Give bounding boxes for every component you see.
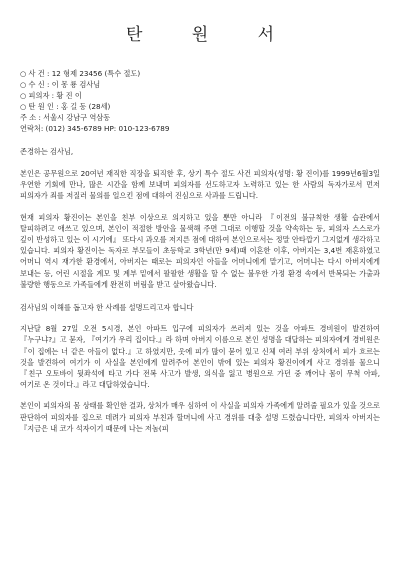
paragraph-apology: 본인은 공무원으로 20여년 재직한 직장을 퇴직한 후, 상기 특수 절도 사건 피의자(성명: 황 진이)를 1999년6월3일 우연한 기회에 만나, 많은 시간을 함께 보내며 피의자를 선도하고자 노력하고 있는 한 사람의 독자가로서 먼저 피의자가 죄를 저질러 물의를 일으킨 점에 대하여 진심으로 사과를 드립니다. (20, 169, 380, 201)
info-value: : 서울시 강남구 역삼동 (36, 113, 111, 122)
info-row-address (20, 112, 380, 123)
info-label: ○ 피의자 (20, 91, 50, 100)
info-label: ○ 탄 원 인 (20, 102, 54, 111)
info-block (20, 68, 380, 134)
info-label: ○ 사 건 (20, 69, 45, 78)
paragraph-example-intro: 검사님의 이해를 돕고자 한 사례를 설명드리고자 합니다 (20, 303, 194, 313)
paragraph-background: 현재 피의자 황진이는 본인을 친부 이상으로 의지하고 있을 뿐만 아니라 『이전의 불규칙한 생활 습관에서 탈피하려고 애쓰고 있으며, 본인이 적절한 방안을 물색해 주면 그대로 이행할 것을 약속하는 등, 피의자 스스로가 깊이 반성하고 있는 이 시기에』 또다시 과오를 저지른 점에 대하여 본인으로서는 정말 안타깝기 그지없게 생각하고 있습니다. 피의자 황진이는 독자로 부모들이 초등학교 3학년(만 9세)때 이혼한 이후, 아버지는 3,4번 재혼하였고 어머니 역시 재가한 환경에서, 아버지는 때로는 피의자인 아들을 어머니에게 맡기고, 어머니는 다시 아버지에게 보내는 등, 어린 시절을 계모 및 계부 밑에서 팔팔한 생활을 할 수 없는 불우한 가정 환경 속에서 반복되는 가출과 불량한 행동으로 가족들에게 완전히 버림을 받고 살아왔습니다. (20, 212, 380, 289)
info-value: : 황 진 이 (49, 91, 82, 100)
info-value: : 12 형제 23456 (특수 절도) (44, 69, 141, 78)
info-row-case (20, 68, 380, 79)
info-value: : 이 몽 룡 검사님 (44, 80, 101, 89)
paragraph-followup: 본인이 피의자의 몸 상태를 확인한 결과, 상처가 매우 심하여 이 사실을 피의자 가족에게 알려줄 필요가 있을 것으로 판단하여 피의자를 집으로 데려가 피의자 부친과 할머니에 사고 경위를 대충 설명 드렸습니다만, 피의자 아버지는 『지금은 내 코가 석자이기 때문에 나는 저놈(피 (20, 401, 380, 433)
info-value: : 홍 길 동 (28세) (53, 102, 111, 111)
greeting: 존경하는 검사님, (20, 147, 74, 156)
info-value: : (012) 345-6789 HP: 010-123-6789 (40, 124, 170, 133)
info-row-recipient (20, 79, 380, 90)
info-row-suspect (20, 90, 380, 101)
info-label: 주 소 (20, 113, 37, 122)
info-row-petitioner (20, 101, 380, 112)
paragraph-incident: 지난달 8월 27일 오전 5시경, 본인 아파트 입구에 피의자가 쓰러져 있는 것을 아파트 경비원이 발견하여 『누구냐?』고 묻자, 『여기가 우리 집이다.』라 하며 아버지 이름으로 본인 성명을 대답하는 피의자에게 경비원은 『이 집에는 너 같은 아들이 없다.』고 하였지만, 옷에 피가 많이 묻어 있고 신체 여러 부위 상처에서 피가 흐르는 것을 발견하여 여기가 이 사실을 본인에게 알려주어 본인이 밖에 있는 피의자 황진이에게 사고 경위를 물으니 『친구 오토바이 뒷좌석에 타고 가다 전복 사고가 발생, 의식을 잃고 병원으로 가던 중 깨어나 몸이 무척 아파, 여기로 온 것이다.』라고 대답하였습니다. (20, 324, 380, 390)
info-label: ○ 수 신 (20, 80, 45, 89)
info-label: 연락처 (20, 124, 41, 133)
document-title: 탄 원 서 (125, 25, 297, 45)
info-row-contact (20, 123, 380, 134)
